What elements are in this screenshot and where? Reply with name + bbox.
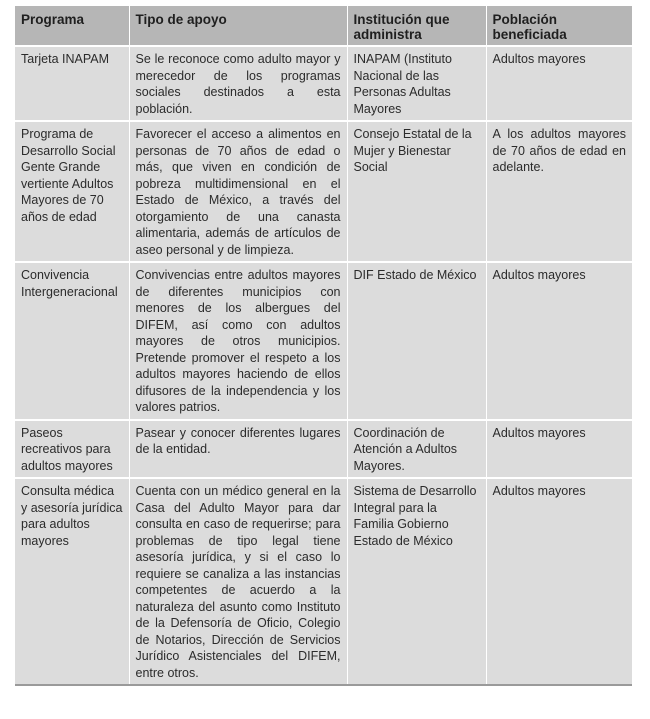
table-row (15, 121, 632, 262)
header-programa: Programa (15, 6, 129, 46)
cell-institucion: INAPAM (Instituto Nacional de las Personas Adultas Mayores (347, 46, 486, 121)
cell-institucion: Consejo Estatal de la Mujer y Bienestar Social (347, 121, 486, 262)
cell-poblacion: Adultos mayores (486, 478, 632, 685)
table-row (15, 478, 632, 685)
cell-institucion: Coordinación de Atención a Adultos Mayores. (347, 420, 486, 479)
programs-table (15, 6, 632, 686)
cell-programa: Programa de Desarrollo Social Gente Grande vertiente Adultos Mayores de 70 años de edad (15, 121, 129, 262)
cell-poblacion: Adultos mayores (486, 46, 632, 121)
cell-tipo-de-apoyo: Cuenta con un médico general en la Casa del Adulto Mayor para dar consulta en caso de requerirse; para problemas de tipo legal tiene asesoría jurídica, y si el caso lo requiere se canaliza a las instancias competentes de acuerdo a la naturaleza del asunto como Instituto de la Defensoría de Oficio, Colegio de Notarios, Dirección de Servicios Jurídico Asistenciales del DIFEM, entre otros. (129, 478, 347, 685)
header-poblacion: Población beneficiada (486, 6, 632, 46)
header-institucion: Institución que administra (347, 6, 486, 46)
cell-institucion: DIF Estado de México (347, 262, 486, 420)
cell-tipo-de-apoyo: Favorecer el acceso a alimentos en personas de 70 años de edad o más, que viven en condición de pobreza multidimensional en el Estado de México, a través del otorgamiento de una canasta alimentaria, además de artículos de aseo personal y de limpieza. (129, 121, 347, 262)
table-row (15, 262, 632, 420)
cell-institucion: Sistema de Desarrollo Integral para la Familia Gobierno Estado de México (347, 478, 486, 685)
cell-tipo-de-apoyo: Convivencias entre adultos mayores de diferentes municipios con menores de los albergues del DIFEM, así como con adultos mayores de otros municipios. Pretende promover el respeto a los adultos mayores haciendo de ellos difusores de la independencia y los valores patrios. (129, 262, 347, 420)
table-row (15, 46, 632, 121)
cell-tipo-de-apoyo: Se le reconoce como adulto mayor y merecedor de los programas sociales destinados a esta población. (129, 46, 347, 121)
cell-poblacion: Adultos mayores (486, 262, 632, 420)
table-row (15, 420, 632, 479)
cell-programa: Tarjeta INAPAM (15, 46, 129, 121)
cell-tipo-de-apoyo: Pasear y conocer diferentes lugares de la entidad. (129, 420, 347, 479)
cell-poblacion: Adultos mayores (486, 420, 632, 479)
cell-programa: Convivencia Intergeneracional (15, 262, 129, 420)
cell-programa: Consulta médica y asesoría jurídica para adultos mayores (15, 478, 129, 685)
cell-programa: Paseos recreativos para adultos mayores (15, 420, 129, 479)
cell-poblacion: A los adultos mayores de 70 años de edad en adelante. (486, 121, 632, 262)
header-tipo-de-apoyo: Tipo de apoyo (129, 6, 347, 46)
header-row (15, 6, 632, 46)
